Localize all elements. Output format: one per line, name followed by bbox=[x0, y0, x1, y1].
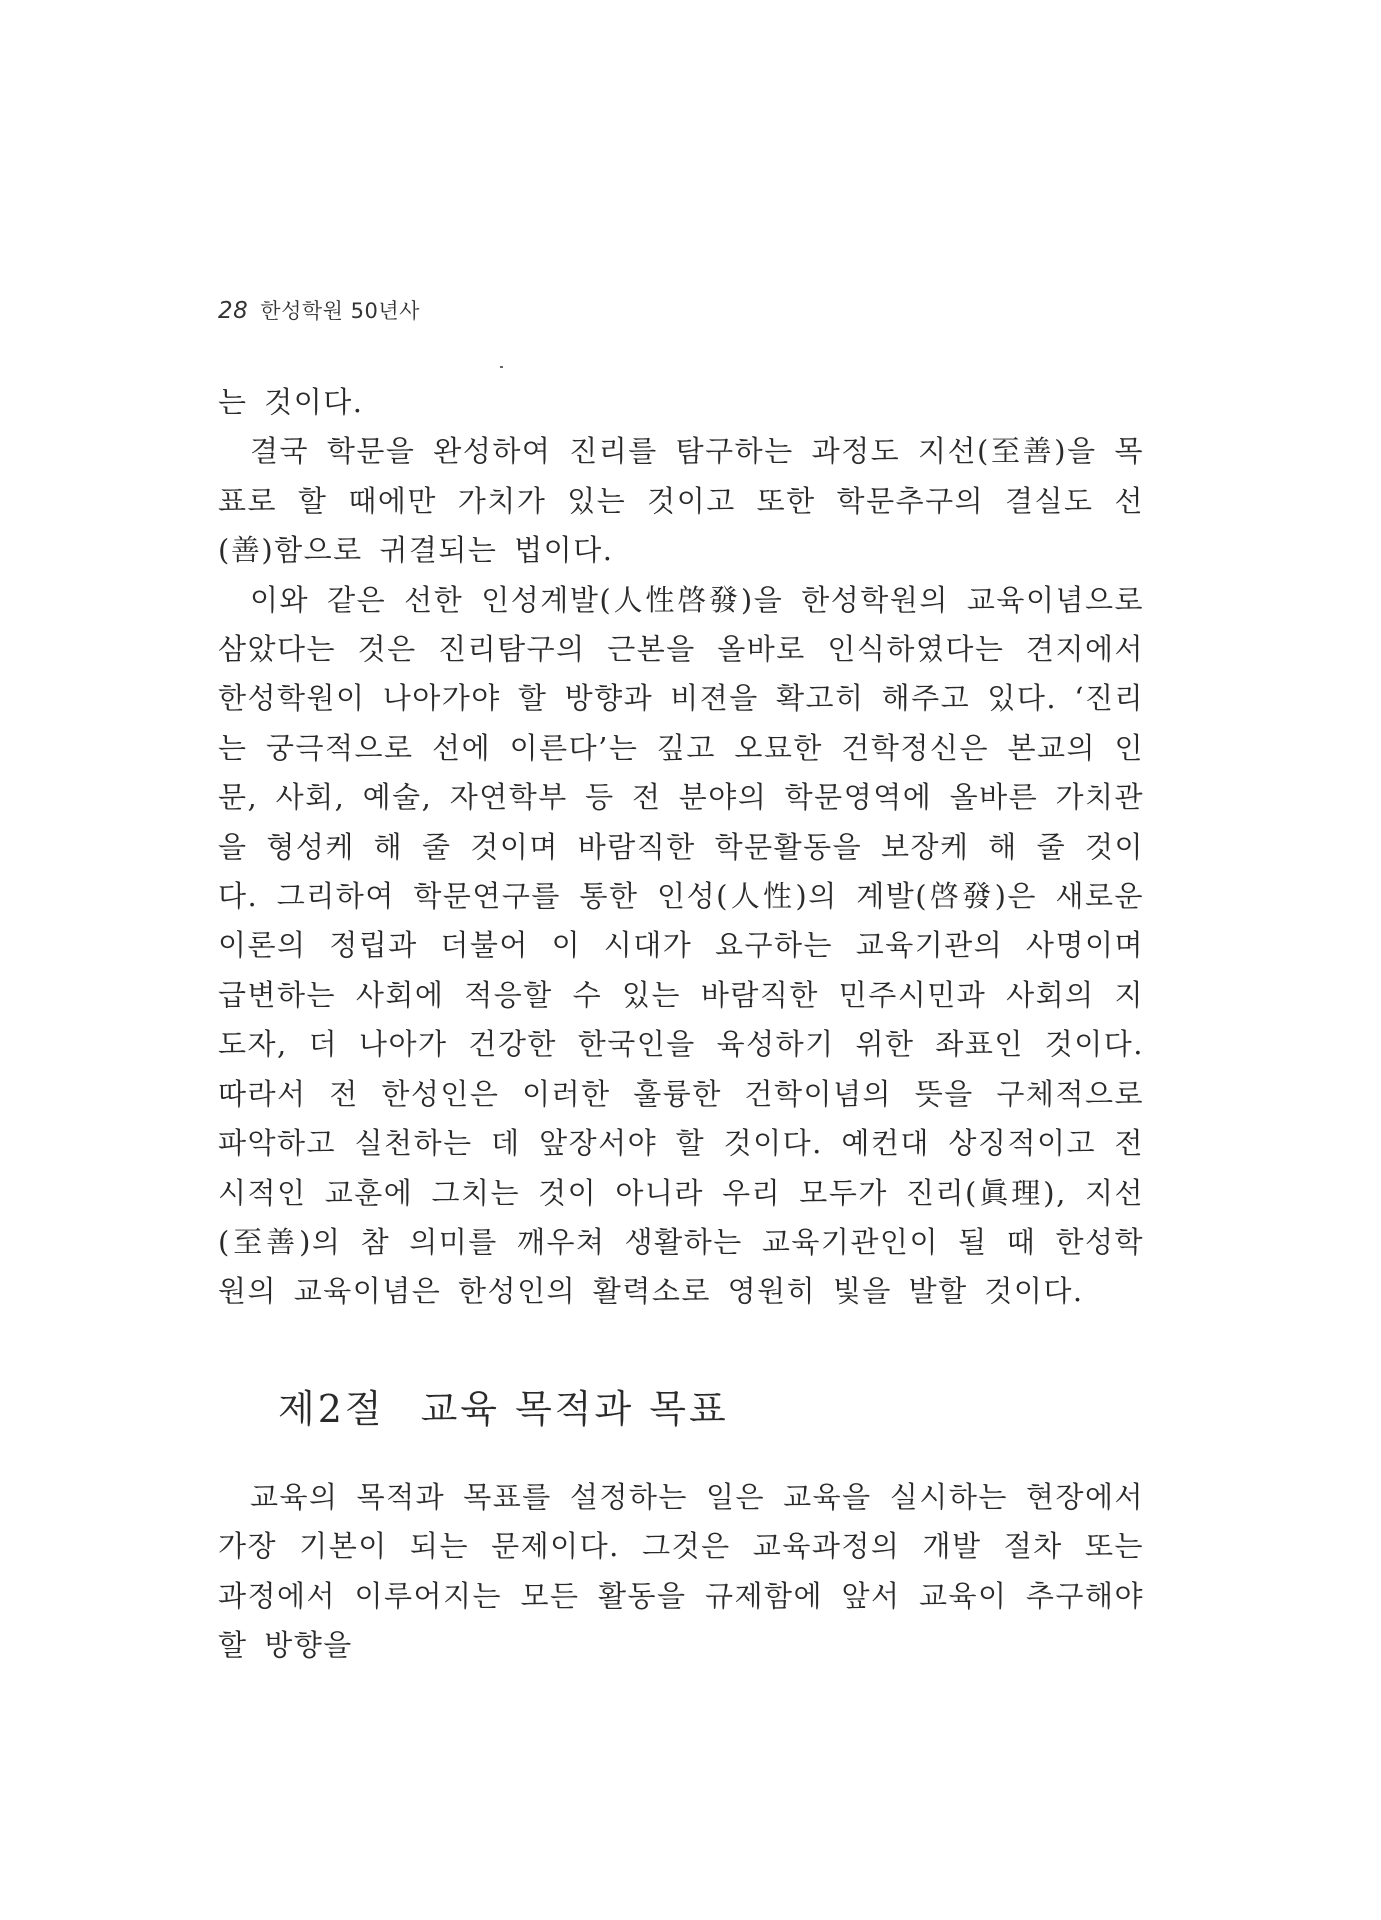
section-title: 교육 목적과 목표 bbox=[420, 1387, 729, 1431]
paragraph-truth-and-goodness: 결국 학문을 완성하여 진리를 탐구하는 과정도 지선(至善)을 목표로 할 때에만 가치가 있는 것이고 또한 학문추구의 결실도 선(善)함으로 귀결되는 법이다. bbox=[218, 434, 1144, 568]
book-title: 한성학원 50년사 bbox=[260, 299, 420, 323]
section-number: 제2절 bbox=[278, 1387, 385, 1431]
page-number: 28 bbox=[218, 298, 249, 324]
paragraph-continuation: 는 것이다. bbox=[218, 385, 364, 419]
paragraph-educational-ideal: 이와 같은 선한 인성계발(人性啓發)을 한성학원의 교육이념으로 삼았다는 것은 진리탐구의 근본을 올바로 인식하였다는 견지에서 한성학원이 나아가야 할 방향과 비젼을 확고히 해주고 있다. ‘진리는 궁극적으로 선에 이른다’는 깊고 오묘한 건학정신은 본교의 인문, 사회, 예술, 자연학부 등 전 분야의 학문영역에 올바른 가치관을 형성케 해 줄 것이며 바람직한 학문활동을 보장케 해 줄 것이다. 그리하여 학문연구를 통한 인성(人性)의 계발(啓發)은 새로운 이론의 정립과 더불어 이 시대가 요구하는 교육기관의 사명이며 급변하는 사회에 적응할 수 있는 바람직한 민주시민과 사회의 지도자, 더 나아가 건강한 한국인을 육성하기 위한 좌표인 것이다. 따라서 전 한성인은 이러한 훌륭한 건학이념의 뜻을 구체적으로 파악하고 실천하는 데 앞장서야 할 것이다. 예컨대 상징적이고 전시적인 교훈에 그치는 것이 아니라 우리 모두가 진리(眞理), 지선(至善)의 참 의미를 깨우쳐 생활하는 교육기관인이 될 때 한성학원의 교육이념은 한성인의 활력소로 영원히 빛을 발할 것이다. bbox=[218, 582, 1144, 1309]
body-text-top bbox=[218, 378, 1144, 1317]
scan-speck bbox=[500, 366, 503, 368]
section-heading bbox=[278, 1378, 729, 1433]
running-header bbox=[218, 295, 420, 325]
body-text-bottom bbox=[218, 1473, 1144, 1671]
paragraph-education-goals: 교육의 목적과 목표를 설정하는 일은 교육을 실시하는 현장에서 가장 기본이 되는 문제이다. 그것은 교육과정의 개발 절차 또는 과정에서 이루어지는 모든 활동을 규제함에 앞서 교육이 추구해야 할 방향을 bbox=[218, 1480, 1144, 1663]
